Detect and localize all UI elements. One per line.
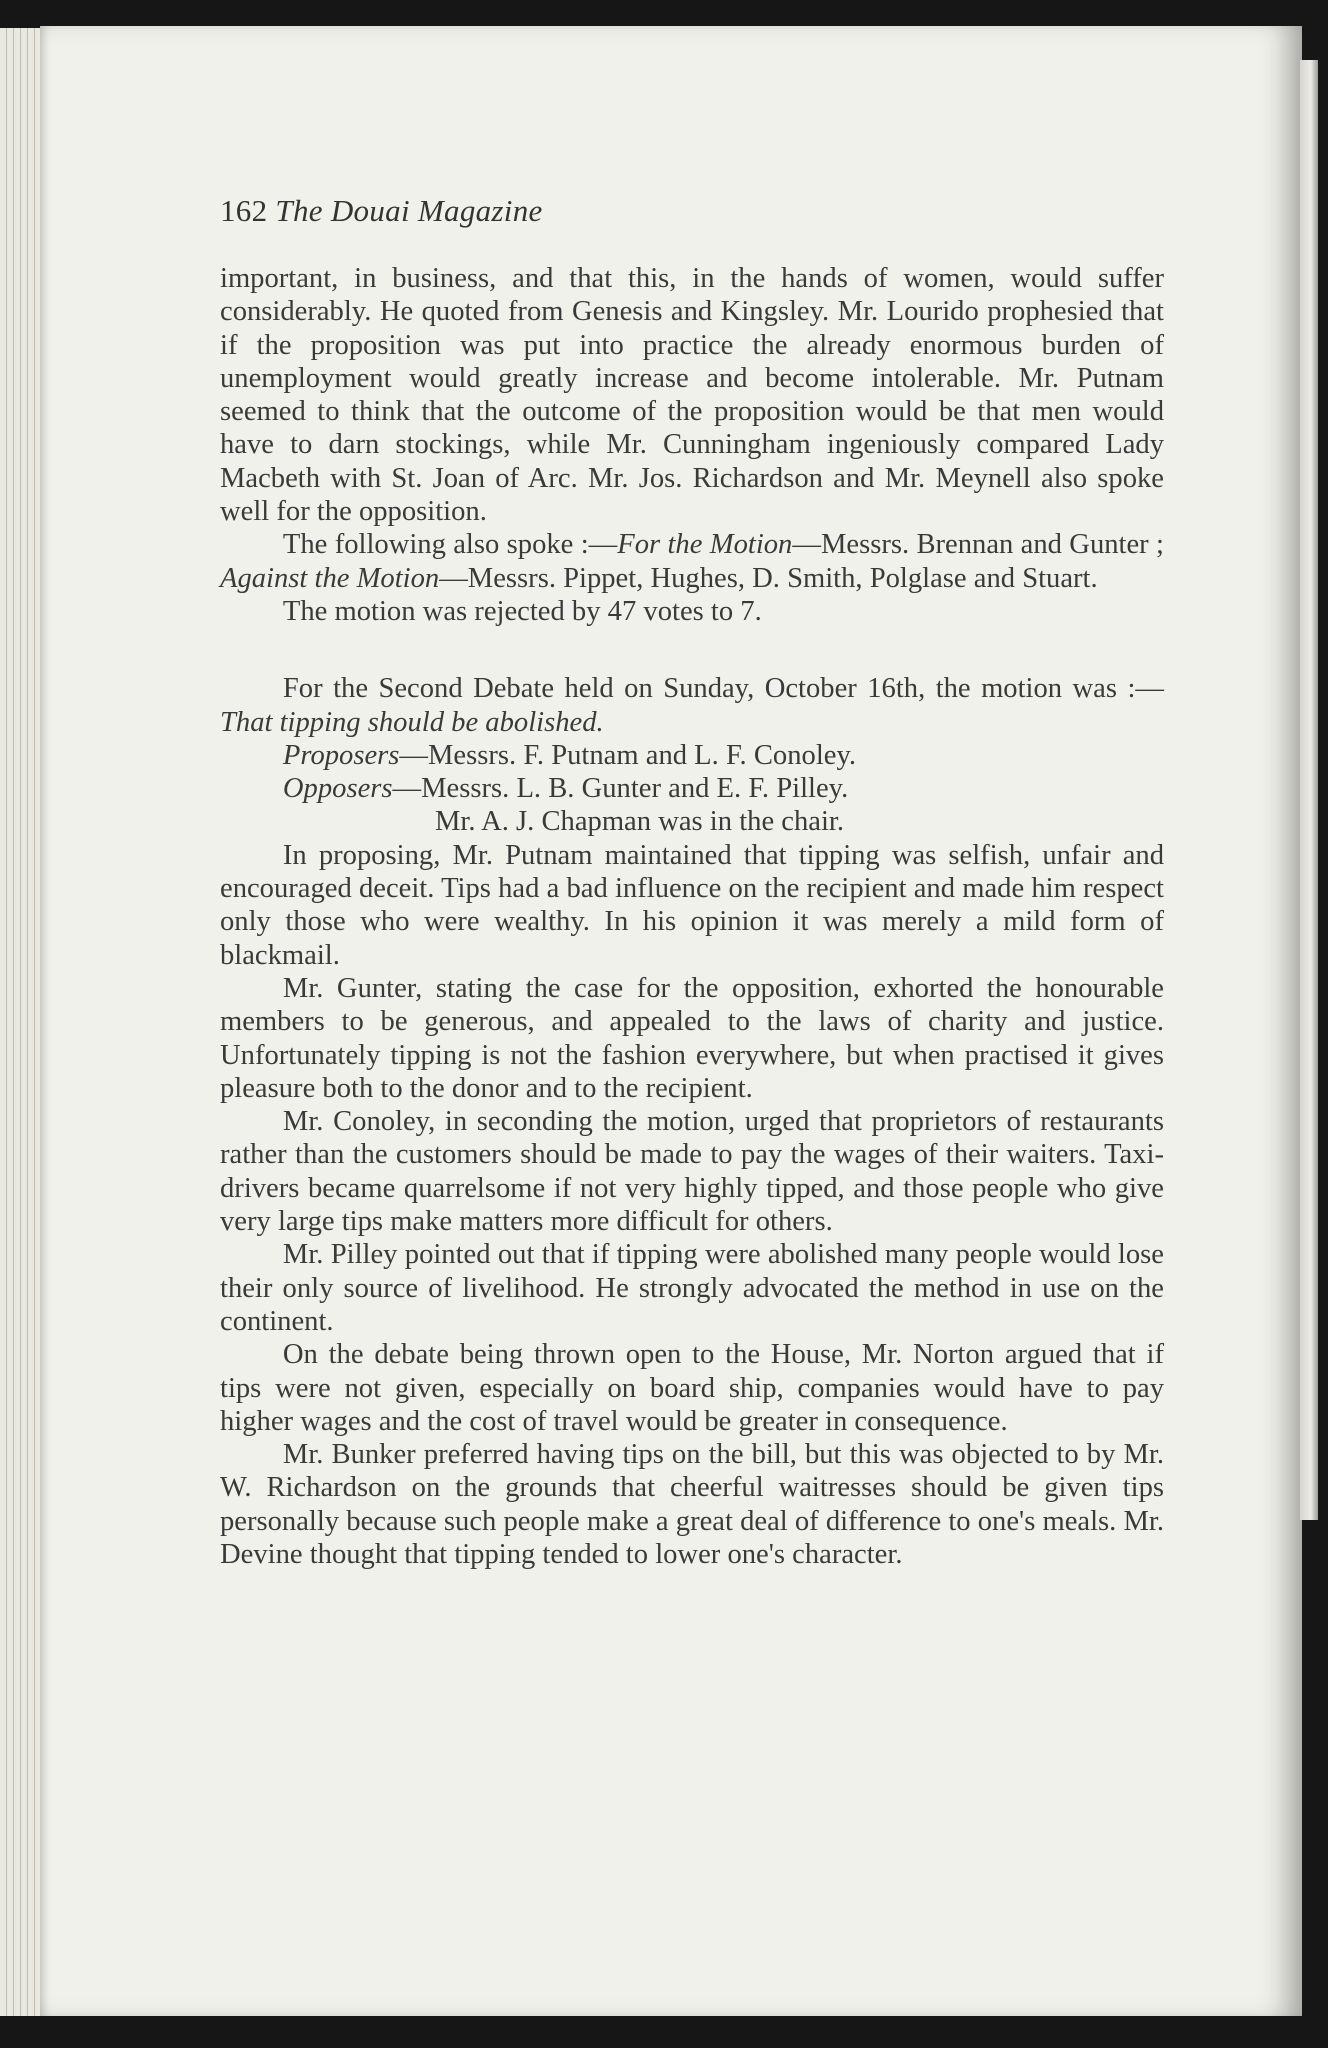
paragraph (220, 672, 1164, 739)
magazine-title: The Douai Magazine (275, 193, 543, 228)
text-run: —Messrs. Pippet, Hughes, D. Smith, Polglase and Stuart. (439, 562, 1098, 594)
text-run: —Messrs. F. Putnam and L. F. Conoley. (399, 739, 857, 771)
text-run: —Messrs. L. B. Gunter and E. F. Pilley. (392, 773, 849, 805)
italic-run: Against the Motion (220, 562, 440, 594)
paragraph (220, 772, 1164, 805)
body-text (220, 262, 1164, 1571)
page-right-edge (1300, 60, 1318, 1520)
italic-run: Opposers (282, 773, 393, 805)
paragraph (220, 528, 1164, 595)
paragraph: Mr. A. J. Chapman was in the chair. (435, 806, 844, 838)
italic-run: That tipping should be abolished. (220, 706, 604, 738)
paragraph: Mr. Conoley, in seconding the motion, urged that proprietors of restaurants rather than the customers should be made to pay the wages of their waiters. Taxi-drivers became quarrelsome if not very highly tipped, and those people who give very large tips make matters more difficult for others. (220, 1106, 1164, 1238)
page-number: 162 (220, 193, 268, 228)
paragraph (220, 739, 1164, 772)
paragraph: In proposing, Mr. Putnam maintained that tipping was selfish, unfair and encouraged deceit. Tips had a bad influence on the recipient and made him respect only those who were wealthy. In his opinion it was merely a mild form of blackmail. (220, 839, 1164, 971)
italic-run: Proposers (282, 739, 400, 771)
paragraph: important, in business, and that this, in the hands of women, would suffer considerably. He quoted from Genesis and Kingsley. Mr. Lourido prophesied that if the proposition was put into practice the already enormous burden of unemployment would greatly increase and become intolerable. Mr. Putnam seemed to think that the outcome of the proposition would be that men would have to darn stockings, while Mr. Cunningham ingeniously compared Lady Macbeth with St. Joan of Arc. Mr. Jos. Richardson and Mr. Meynell also spoke well for the opposition. (220, 263, 1164, 528)
text-run: The following also spoke :— (282, 529, 618, 561)
text-run: For the Second Debate held on Sunday, October 16th, the motion was :— (282, 673, 1164, 705)
paragraph: Mr. Gunter, stating the case for the opposition, exhorted the honourable members to be generous, and appealed to the laws of charity and justice. Unfortunately tipping is not the fashion everywhere, but when practised it gives pleasure both to the donor and to the recipient. (220, 972, 1164, 1104)
section-gap (220, 628, 1164, 672)
text-run: —Messrs. Brennan and Gunter ; (792, 529, 1164, 561)
italic-run: For the Motion (617, 529, 793, 561)
paragraph: The motion was rejected by 47 votes to 7. (282, 595, 762, 627)
running-header (220, 193, 543, 229)
paragraph: Mr. Pilley pointed out that if tipping were abolished many people would lose their only source of livelihood. He strongly advocated the method in use on the continent. (220, 1239, 1164, 1337)
paragraph: On the debate being thrown open to the House, Mr. Norton argued that if tips were not given, especially on board ship, companies would have to pay higher wages and the cost of travel would be greater in consequence. (220, 1339, 1164, 1437)
paragraph: Mr. Bunker preferred having tips on the bill, but this was objected to by Mr. W. Richardson on the grounds that cheerful waitresses should be given tips personally because such people make a great deal of difference to one's meals. Mr. Devine thought that tipping tended to lower one's character. (220, 1439, 1164, 1570)
